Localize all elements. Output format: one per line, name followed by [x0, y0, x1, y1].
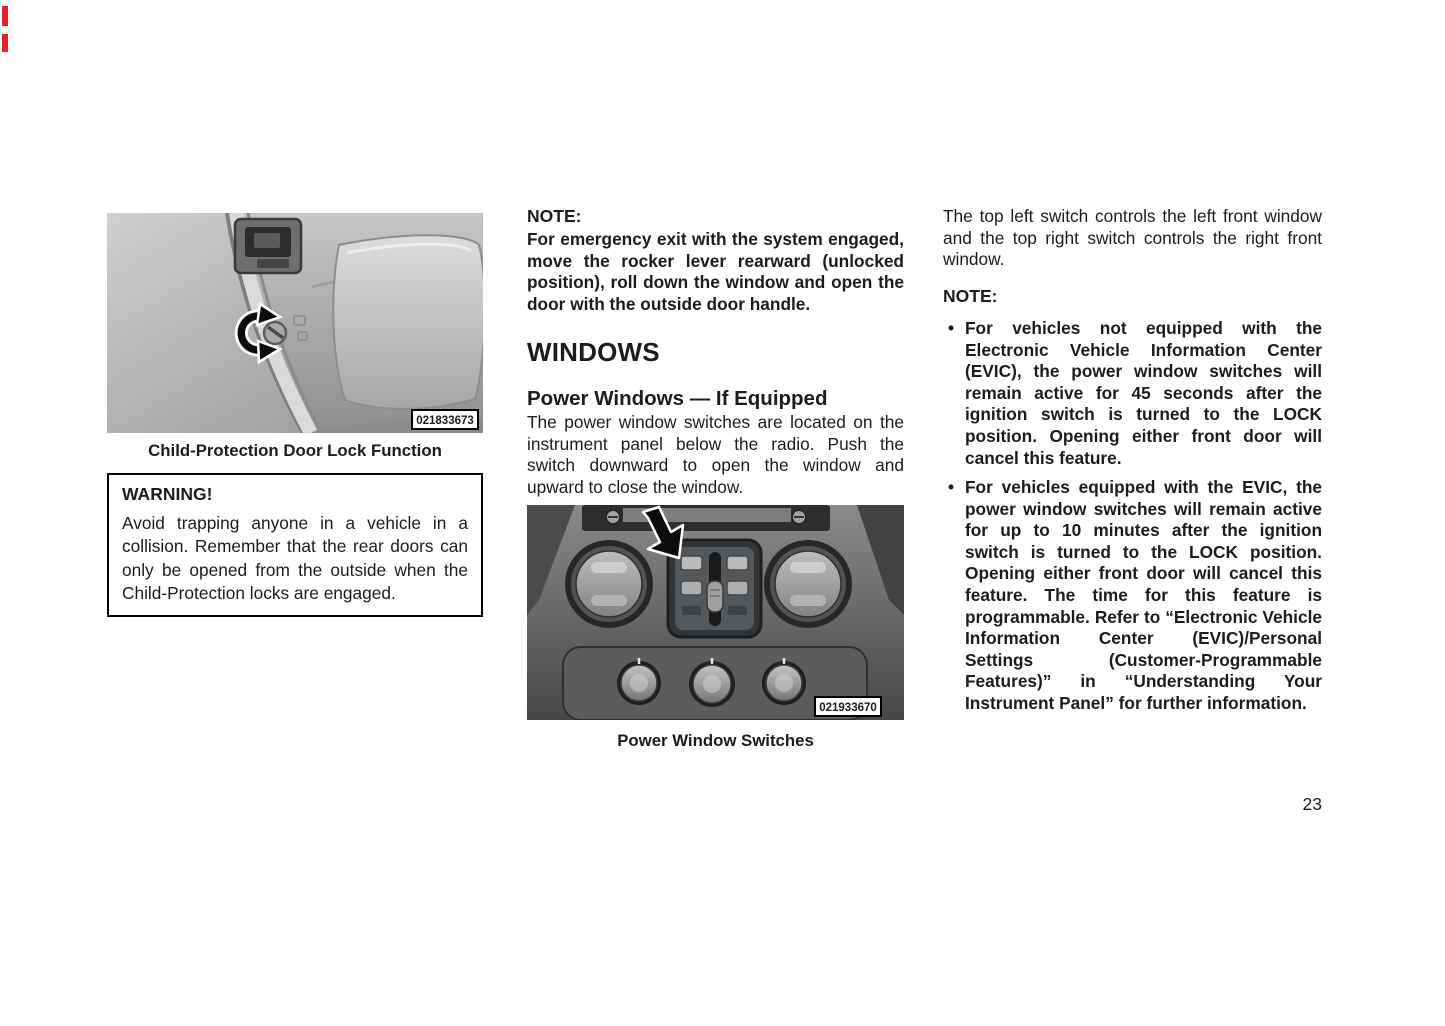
window-switch-cluster — [668, 540, 761, 637]
left-front-window-switch — [681, 556, 702, 570]
figure2-caption: Power Window Switches — [617, 731, 814, 750]
note-bullet-item — [943, 318, 1322, 469]
note-paragraph: For emergency exit with the system engaged, move the rocker lever rearward (unlocked position), roll down the window and open the door with the outside door handle. — [527, 229, 904, 314]
note-bullet-item — [943, 477, 1322, 715]
figure2-id-text: 021933670 — [819, 702, 877, 714]
note-label: NOTE: — [527, 206, 582, 226]
bullet-icon: • — [948, 318, 955, 338]
corner-mark-bottom — [2, 34, 8, 52]
warning-body: Avoid trapping anyone in a vehicle in a collision. Remember that the rear doors can only be opened from the outside when the Child-Protection locks are engaged. — [122, 513, 468, 604]
corner-marks — [0, 0, 16, 64]
figure1-id-tag — [412, 410, 478, 429]
switch-description-paragraph: The top left switch controls the left front window and the top right switch controls the right front window. — [943, 206, 1322, 270]
page-number: 23 — [1302, 794, 1322, 814]
power-windows-heading: Power Windows — If Equipped — [527, 387, 828, 410]
bullet-text-evic-equipped: For vehicles equipped with the EVIC, the power window switches will remain active for up to 10 minutes after the ignition switch is turned to the LOCK position. Opening either front door will cancel this feature. The time for this feature is programmable. Refer to “Electronic Vehicle Information Center (EVIC)/Personal Settings (Customer-Programmable Features)” in “Understanding Your Instrument Panel” for further information. — [965, 477, 1322, 713]
warning-title: WARNING! — [122, 484, 213, 504]
right-air-vent — [764, 540, 852, 628]
note-label: NOTE: — [943, 286, 998, 306]
left-air-vent — [565, 540, 653, 628]
left-rear-window-switch — [681, 581, 702, 595]
armrest-panel — [333, 235, 483, 409]
figure1-id-text: 021833673 — [416, 415, 474, 427]
bullet-text-evic-not-equipped: For vehicles not equipped with the Electronic Vehicle Information Center (EVIC), the power window switches will remain active for 45 seconds after the ignition switch is turned to the LOCK position. Opening either front door will cancel this feature. — [965, 318, 1322, 468]
figure2-id-tag — [815, 697, 881, 716]
windows-section-heading: WINDOWS — [527, 337, 660, 367]
warning-box — [107, 473, 483, 617]
door-latch — [235, 219, 301, 273]
bullet-icon: • — [948, 477, 955, 497]
right-front-window-switch — [727, 556, 748, 570]
child-protection-door-lock-photo — [107, 213, 483, 433]
radio-lower-edge — [582, 505, 830, 531]
power-window-switches-photo — [527, 505, 904, 720]
figure1-caption: Child-Protection Door Lock Function — [148, 441, 442, 460]
corner-mark-top — [2, 6, 8, 26]
right-rear-window-switch — [727, 581, 748, 595]
power-windows-paragraph: The power window switches are located on the instrument panel below the radio. Push the switch downward to open the window and upward to close the window. — [527, 412, 904, 497]
